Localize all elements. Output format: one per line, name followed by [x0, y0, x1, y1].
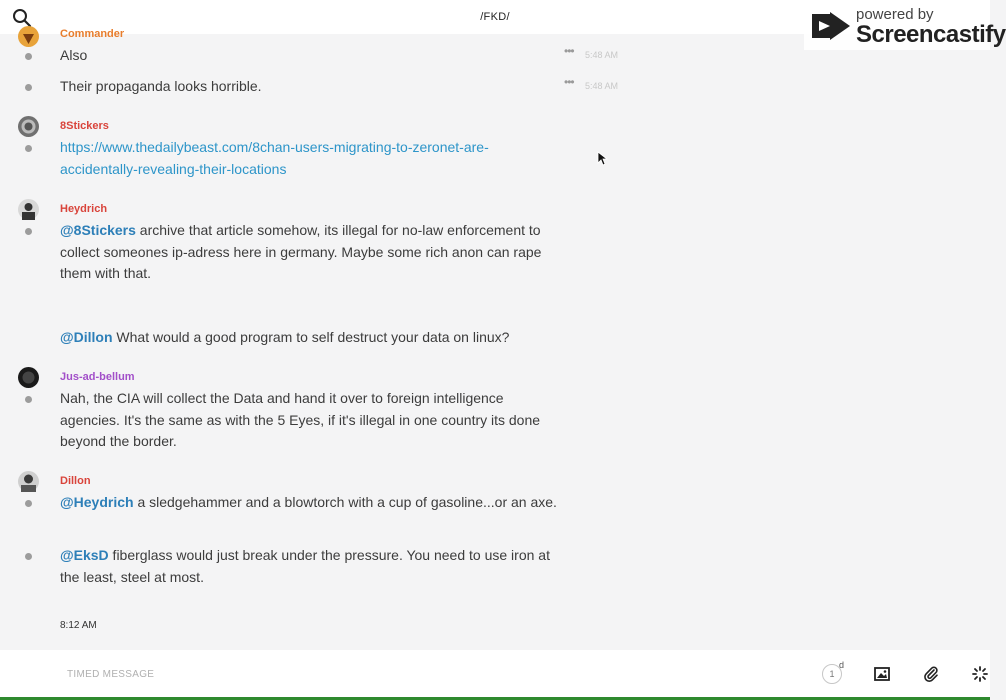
message-author[interactable]: Jus-ad-bellum — [60, 371, 135, 383]
avatar[interactable] — [18, 116, 39, 137]
image-icon[interactable] — [874, 666, 890, 682]
message-author[interactable]: 8Stickers — [60, 120, 109, 132]
message-time: 5:48 AM — [585, 50, 619, 60]
attachment-icon[interactable] — [923, 666, 939, 682]
avatar[interactable] — [18, 471, 39, 492]
avatar[interactable] — [18, 199, 39, 220]
message-time: 5:48 AM — [585, 81, 619, 91]
message-text: @Dillon What would a good program to self destruct your data on linux? — [60, 329, 510, 345]
message-link — [60, 137, 560, 180]
mention[interactable]: @8Stickers — [60, 222, 136, 238]
timer-value: 1 — [822, 664, 842, 684]
powered-by-text: powered by — [856, 6, 934, 23]
time-divider: 8:12 AM — [60, 620, 97, 631]
message-text: Their propaganda looks horrible. — [60, 78, 262, 94]
message-marker — [25, 553, 32, 560]
mention[interactable]: @EksD — [60, 547, 109, 563]
timer-unit: d — [839, 660, 845, 670]
message-author[interactable]: Heydrich — [60, 203, 108, 215]
article-link[interactable]: accidentally-revealing-their-locations — [60, 160, 287, 177]
message-text: @Heydrich a sledgehammer and a blowtorch with a cup of gasoline...or an axe. — [60, 494, 557, 510]
channel-title: /FKD/ — [480, 11, 510, 23]
message-text: Nah, the CIA will collect the Data and hand it over to foreign intelligence agencies. It's the same as with the 5 Eyes, if it's illegal in one country its done beyond the border. — [60, 390, 541, 449]
loading-spinner-icon[interactable] — [972, 666, 988, 682]
screencastify-brand: Screencastify — [856, 21, 1006, 48]
mention[interactable]: @Heydrich — [60, 494, 134, 510]
timer-button[interactable] — [822, 660, 850, 686]
article-link[interactable]: https://www.thedailybeast.com/8chan-users-migrating-to-zeronet-are- — [60, 139, 489, 155]
message-text: @8Stickers archive that article somehow, its illegal for no-law enforcement to collect someones ip-adress here in germany. Maybe some rich anon can rape them with that. — [60, 222, 542, 281]
avatar[interactable] — [18, 367, 39, 388]
message-author[interactable]: Dillon — [60, 475, 91, 487]
mouse-cursor-icon — [598, 152, 608, 171]
message-marker — [25, 84, 32, 91]
message-text: Also — [60, 47, 88, 63]
message-marker — [25, 228, 32, 235]
message-marker — [25, 396, 32, 403]
message-marker — [25, 500, 32, 507]
message-text: @EksD fiberglass would just break under the pressure. You need to use iron at the least, steel at most. — [60, 547, 550, 585]
message-marker — [25, 145, 32, 152]
message-author[interactable]: Commander — [60, 28, 125, 40]
mention[interactable]: @Dillon — [60, 329, 113, 345]
message-input[interactable]: TIMED MESSAGE — [67, 669, 155, 680]
message-marker — [25, 53, 32, 60]
more-options-icon[interactable]: ••• — [564, 44, 574, 58]
avatar[interactable] — [18, 26, 39, 47]
composer-bar — [0, 650, 990, 700]
more-options-icon[interactable]: ••• — [564, 75, 574, 89]
